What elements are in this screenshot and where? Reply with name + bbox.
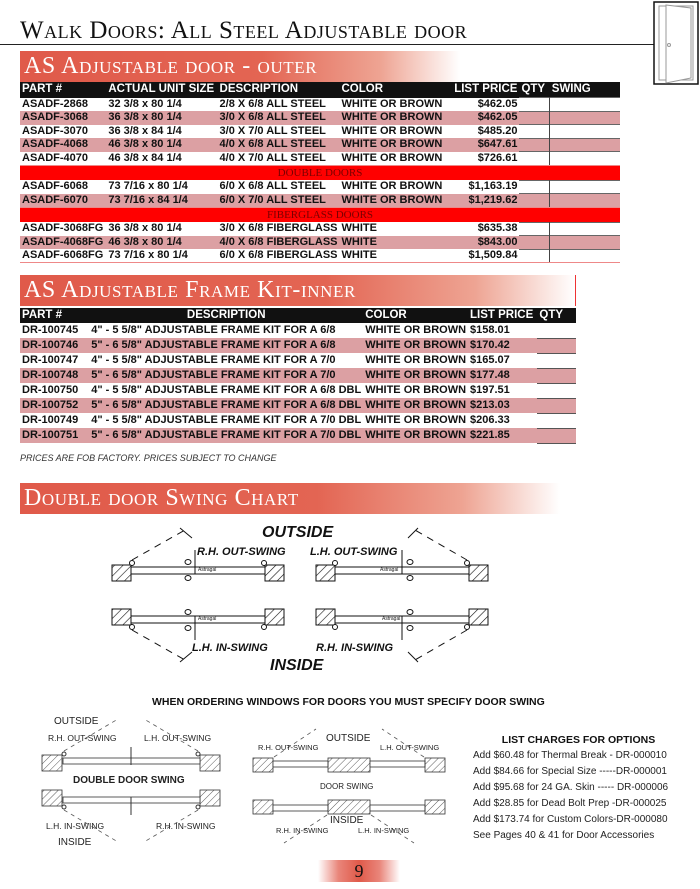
section-title: FIBERGLASS DOORS [20, 207, 620, 222]
col-part: PART # [20, 82, 106, 98]
mini-lh-in-label: L.H. IN-SWING [46, 821, 105, 831]
inside-label: INSIDE [270, 657, 324, 674]
part-number: ASADF-3068 [20, 111, 106, 125]
table-row [20, 152, 620, 166]
description: 4" - 5 5/8" ADJUSTABLE FRAME KIT FOR A 6/8 DBL [91, 384, 362, 396]
part-number: ASADF-6070 [20, 194, 106, 208]
section-title: DOUBLE DOORS [20, 165, 620, 180]
part-number: DR-100749 [22, 414, 79, 426]
swing-chart-drawing [100, 520, 500, 680]
list-price: $197.51 [470, 384, 510, 396]
list-price: $726.61 [444, 152, 519, 166]
list-price: $635.38 [477, 222, 518, 235]
swing-chart-diagram [100, 520, 500, 680]
part-number: ASADF-4070 [20, 152, 106, 166]
qty-field[interactable] [537, 413, 576, 428]
description: 3/0 X 7/0 ALL STEEL [219, 124, 326, 137]
color: WHITE OR BROWN [365, 429, 467, 441]
unit-size: 73 7/16 x 80 1/4 [106, 249, 217, 263]
qty-field[interactable] [537, 398, 576, 413]
unit-size: 46 3/8 x 80 1/4 [106, 138, 217, 152]
mini-outside-label: OUTSIDE [326, 733, 371, 744]
astragal-label: Astragal [382, 616, 401, 622]
mini-outside-label: OUTSIDE [54, 716, 99, 727]
list-price: $1,509.84 [444, 249, 519, 263]
rh-in-swing-door [316, 609, 488, 662]
part-number: DR-100746 [20, 338, 89, 353]
color: WHITE OR BROWN [365, 414, 467, 426]
description: 4" - 5 5/8" ADJUSTABLE FRAME KIT FOR A 7/0 DBL [91, 414, 362, 426]
color: WHITE OR BROWN [341, 124, 443, 137]
table-row [20, 413, 576, 428]
part-number: DR-100748 [20, 368, 89, 383]
unit-size: 46 3/8 x 84 1/4 [106, 152, 217, 166]
astragal-label: Astragal [380, 567, 399, 573]
inner-banner: AS Adjustable Frame Kit-inner [20, 275, 576, 306]
list-price: $170.42 [468, 338, 537, 353]
list-price: $1,163.19 [468, 180, 518, 193]
table-row [20, 222, 620, 236]
qty-field[interactable] [519, 138, 549, 152]
description: 4" - 5 5/8" ADJUSTABLE FRAME KIT FOR A 7/0 [91, 354, 336, 366]
description: 6/0 X 6/8 ALL STEEL [219, 180, 326, 193]
mini-rh-out-label: R.H. OUT-SWING [48, 733, 117, 743]
list-price: $177.48 [468, 368, 537, 383]
col-size: ACTUAL UNIT SIZE [106, 82, 217, 98]
col-description: DESCRIPTION [218, 82, 340, 98]
color: WHITE [340, 236, 445, 250]
table-row [20, 338, 576, 353]
list-price: $485.20 [477, 124, 518, 137]
swing-field[interactable] [550, 236, 620, 250]
list-price: $213.03 [468, 398, 537, 413]
astragal-label: Astragal [198, 567, 217, 573]
color: WHITE OR BROWN [365, 369, 467, 381]
section-header-row [20, 207, 620, 222]
qty-field[interactable] [537, 428, 576, 443]
description: 5" - 6 5/8" ADJUSTABLE FRAME KIT FOR A 7/0 [89, 368, 363, 383]
part-number: ASADF-4068FG [20, 236, 106, 250]
qty-field[interactable] [519, 111, 549, 125]
color: WHITE OR BROWN [341, 97, 443, 110]
astragal-label: Astragal [198, 616, 217, 622]
col-price: LIST PRICE [468, 308, 537, 323]
qty-field[interactable] [519, 98, 549, 112]
fob-note: PRICES ARE FOB FACTORY. PRICES SUBJECT TO CHANGE [20, 453, 277, 463]
list-price: $1,219.62 [444, 194, 519, 208]
outer-header-row [20, 82, 620, 98]
outside-label: OUTSIDE [262, 524, 334, 541]
col-color: COLOR [363, 308, 468, 323]
list-price: $165.07 [470, 354, 510, 366]
qty-field[interactable] [537, 353, 576, 368]
door-swing-diagram [250, 727, 470, 857]
col-price: LIST PRICE [444, 82, 519, 98]
color: WHITE OR BROWN [365, 399, 467, 411]
part-number: DR-100752 [20, 398, 89, 413]
list-price: $647.61 [444, 138, 519, 152]
swing-field[interactable] [550, 180, 620, 194]
part-number: ASADF-2868 [22, 97, 89, 110]
list-price: $843.00 [444, 236, 519, 250]
rh-in-swing-label: R.H. IN-SWING [316, 642, 393, 654]
mini-inside-label: INSIDE [330, 815, 364, 826]
mini-rh-out-label: R.H. OUT-SWING [258, 743, 319, 752]
table-row [20, 180, 620, 194]
qty-field[interactable] [519, 194, 549, 208]
description: 6/0 X 7/0 ALL STEEL [218, 194, 340, 208]
part-number: ASADF-6068FG [20, 249, 106, 263]
outer-banner: AS Adjustable door - outer [20, 51, 460, 82]
swing-field[interactable] [550, 194, 620, 208]
table-row [20, 323, 576, 338]
color: WHITE OR BROWN [341, 111, 443, 124]
mini-lh-in-label: L.H. IN-SWING [358, 826, 410, 835]
part-number: DR-100751 [20, 428, 89, 443]
qty-field[interactable] [519, 125, 549, 139]
table-row [20, 194, 620, 208]
col-part: PART # [20, 308, 89, 323]
table-row [20, 428, 576, 443]
description: 5" - 6 5/8" ADJUSTABLE FRAME KIT FOR A 7/0 DBL [91, 429, 362, 441]
color: WHITE OR BROWN [341, 138, 443, 151]
part-number: DR-100747 [22, 354, 79, 366]
swing-field[interactable] [550, 138, 620, 152]
table-row [20, 368, 576, 383]
qty-field[interactable] [537, 368, 576, 383]
table-row [20, 383, 576, 398]
lh-out-swing-label: L.H. OUT-SWING [310, 546, 398, 558]
unit-size: 46 3/8 x 80 1/4 [106, 236, 217, 250]
options-title: LIST CHARGES FOR OPTIONS [501, 734, 656, 746]
outer-price-table [20, 82, 620, 263]
mini-lh-out-label: L.H. OUT-SWING [380, 743, 440, 752]
part-number: ASADF-6068 [22, 180, 89, 193]
description: 4" - 5 5/8" ADJUSTABLE FRAME KIT FOR A 6/8 [91, 324, 336, 336]
unit-size: 36 3/8 x 84 1/4 [108, 124, 182, 137]
title-rule [0, 44, 655, 45]
table-row [20, 398, 576, 413]
page-title: Walk Doors: All Steel Adjustable door [20, 17, 468, 44]
qty-field[interactable] [537, 338, 576, 353]
col-swing: SWING [550, 82, 620, 98]
table-row [20, 353, 576, 368]
description: 4/0 X 6/8 FIBERGLASS [219, 235, 338, 248]
inner-header-row [20, 308, 576, 323]
part-number: ASADF-3068FG [22, 222, 104, 235]
color: WHITE OR BROWN [341, 151, 443, 164]
color: WHITE OR BROWN [365, 354, 467, 366]
table-row [20, 125, 620, 139]
table-row [20, 98, 620, 112]
swing-field[interactable] [550, 111, 620, 125]
mini-double-title: DOUBLE DOOR SWING [73, 775, 185, 786]
description: 2/8 X 6/8 ALL STEEL [219, 97, 326, 110]
swing-field[interactable] [550, 222, 620, 236]
qty-field[interactable] [537, 323, 576, 338]
swing-field[interactable] [550, 249, 620, 263]
part-number: DR-100745 [22, 324, 79, 336]
swing-banner: Double door Swing Chart [20, 483, 560, 514]
mini-lh-out-label: L.H. OUT-SWING [144, 733, 212, 743]
list-price: $462.05 [477, 97, 518, 110]
description: 3/0 X 6/8 FIBERGLASS [219, 222, 338, 235]
description: 6/0 X 6/8 FIBERGLASS [219, 249, 338, 261]
mini-rh-in-label: R.H. IN-SWING [156, 821, 216, 831]
list-price: $206.33 [470, 414, 510, 426]
rh-out-swing-label: R.H. OUT-SWING [197, 546, 286, 558]
option-line: Add $60.48 for Thermal Break - DR-000010 [473, 750, 667, 761]
list-price: $462.05 [444, 111, 519, 125]
description: 4/0 X 6/8 ALL STEEL [218, 138, 340, 152]
part-number: ASADF-3070 [22, 124, 89, 137]
list-price: $158.01 [470, 324, 510, 336]
description: 5" - 6 5/8" ADJUSTABLE FRAME KIT FOR A 6/8 DBL [91, 399, 362, 411]
description: 4/0 X 7/0 ALL STEEL [218, 152, 340, 166]
qty-field[interactable] [519, 236, 549, 250]
table-row [20, 111, 620, 125]
color: WHITE OR BROWN [365, 339, 467, 351]
description: 3/0 X 6/8 ALL STEEL [218, 111, 340, 125]
option-charges [473, 734, 700, 844]
unit-size: 36 3/8 x 80 1/4 [106, 111, 217, 125]
qty-field[interactable] [519, 249, 549, 263]
mini-inside-label: INSIDE [58, 837, 92, 848]
col-color: COLOR [340, 82, 445, 98]
unit-size: 73 7/16 x 84 1/4 [106, 194, 217, 208]
section-header-row [20, 165, 620, 180]
description: 5" - 6 5/8" ADJUSTABLE FRAME KIT FOR A 6/8 [89, 338, 363, 353]
double-door-swing-diagram [30, 705, 240, 855]
table-row [20, 249, 620, 263]
col-qty: QTY [519, 82, 549, 98]
qty-field[interactable] [519, 222, 549, 236]
list-price: $221.85 [468, 428, 537, 443]
color: WHITE [341, 222, 377, 235]
swing-field[interactable] [550, 125, 620, 139]
col-qty: QTY [537, 308, 576, 323]
inner-price-table [20, 308, 576, 444]
mini-door-swing-title: DOOR SWING [320, 782, 374, 791]
option-line: See Pages 40 & 41 for Door Accessories [473, 830, 655, 841]
color: WHITE [340, 249, 445, 263]
col-description: DESCRIPTION [89, 308, 363, 323]
option-line: Add $173.74 for Custom Colors-DR-000080 [473, 814, 668, 825]
page-number: 9 [318, 860, 400, 882]
option-line: Add $84.66 for Special Size -----DR-000001 [473, 766, 667, 777]
part-number: DR-100750 [22, 384, 79, 396]
unit-size: 32 3/8 x 80 1/4 [108, 97, 182, 110]
door-icon [653, 1, 699, 85]
unit-size: 36 3/8 x 80 1/4 [108, 222, 182, 235]
swing-field[interactable] [550, 152, 620, 166]
swing-order-note: WHEN ORDERING WINDOWS FOR DOORS YOU MUST SPECIFY DOOR SWING [152, 696, 545, 708]
qty-field[interactable] [519, 152, 549, 166]
table-row [20, 138, 620, 152]
lh-in-swing-label: L.H. IN-SWING [192, 642, 268, 654]
color: WHITE OR BROWN [341, 193, 443, 206]
qty-field[interactable] [537, 383, 576, 398]
color: WHITE OR BROWN [365, 384, 467, 396]
color: WHITE OR BROWN [365, 324, 467, 336]
part-number: ASADF-4068 [20, 138, 106, 152]
table-row [20, 236, 620, 250]
option-line: Add $95.68 for 24 GA. Skin ----- DR-000006 [473, 782, 669, 793]
color: WHITE OR BROWN [341, 180, 443, 193]
qty-field[interactable] [519, 180, 549, 194]
mini-rh-in-label: R.H. IN-SWING [276, 826, 329, 835]
swing-field[interactable] [550, 98, 620, 112]
unit-size: 73 7/16 x 80 1/4 [108, 180, 188, 193]
option-line: Add $28.85 for Dead Bolt Prep -DR-000025 [473, 798, 667, 809]
